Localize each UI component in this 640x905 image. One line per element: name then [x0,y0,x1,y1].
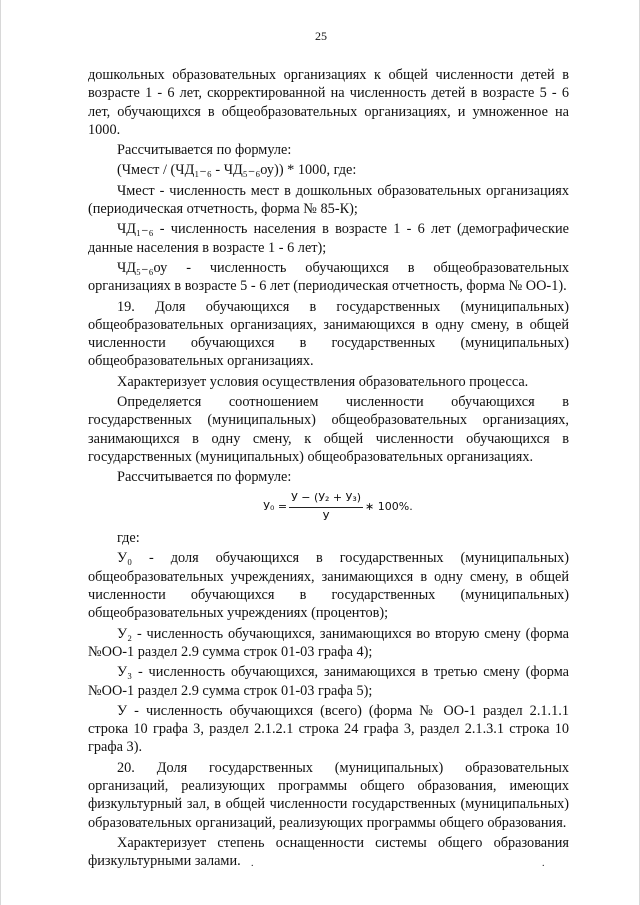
footer-mark: . [251,858,254,869]
paragraph: У₃ - численность обучающихся, занимающихся в третью смену (форма №ОО-1 раздел 2.9 сумма строк 01-03 графа 5); [88,664,569,699]
formula-numerator: У − (У₂ + У₃) [289,489,363,508]
document-body [88,66,569,870]
paragraph: У₂ - численность обучающихся, занимающихся во вторую смену (форма №ОО-1 раздел 2.9 сумма строк 01-03 графа 4); [88,625,569,660]
paragraph: Характеризует степень оснащенности системы общего образования физкультурными залами. [88,834,569,870]
page-number: 25 [315,29,327,43]
paragraph: У - численность обучающихся (всего) (форма № ОО-1 раздел 2.1.1.1 строка 10 графа 3, раздел 2.1.2.1 строка 24 графа 3, раздел 2.1.3.1 строка 10 графа 3). [88,702,569,756]
paragraph: 20. Доля государственных (муниципальных) образовательных организаций, реализующих программы общего образования, имеющих физкультурный зал, в общей численности государственных (муниципальных) образовательных организаций, реализующих программы общего образования. [88,759,569,831]
paragraph: Рассчитывается по формуле: [117,469,292,486]
paragraph: 19. Доля обучающихся в государственных (муниципальных) общеобразовательных организациях, занимающихся в одну смену, в общей численности обучающихся в государственных (муниципальных) общеобразовательных организациях. [88,298,569,370]
formula-denominator: У [322,509,330,523]
paragraph: ЧД₁₋₆ - численность населения в возрасте 1 - 6 лет (демографические данные населения в возрасте 1 - 6 лет); [88,221,569,256]
paragraph: У₀ - доля обучающихся в государственных (муниципальных) общеобразовательных учреждениях, занимающихся в одну смену, в общей численности обучающихся в государственных (муниципальных) общеобразовательных учреждениях (процентов); [88,550,569,622]
formula-rhs: ∗ 100%. [365,500,413,514]
footer-mark: . [542,858,545,869]
paragraph: Рассчитывается по формуле: [117,142,292,159]
formula [238,489,438,527]
paragraph: Характеризует условия осуществления образовательного процесса. [117,373,529,390]
paragraph: ЧД₅₋₆оу - численность обучающихся в общеобразовательных организациях в возрасте 5 - 6 лет (периодическая отчетность, форма № ОО-1). [88,259,569,295]
paragraph: дошкольных образовательных организациях к общей численности детей в возрасте 1 - 6 лет, скорректированной на численность детей в возрасте 5 - 6 лет, обучающихся в общеобразовательных организациях, и умноженное на 1000. [88,67,569,138]
paragraph: Определяется соотношением численности обучающихся в государственных (муниципальных) общеобразовательных организациях, занимающихся в одну смену, к общей численности обучающихся в государственных (муниципальных) общеобразовательных организациях. [88,394,569,465]
formula-lhs: У₀ = [263,500,288,514]
paragraph: Чмест - численность мест в дошкольных образовательных организациях (периодическая отчетность, форма № 85-К); [88,182,569,218]
paragraph: где: [117,530,140,547]
paragraph: (Чмест / (ЧД₁₋₆ - ЧД₅₋₆оу)) * 1000, где: [117,162,357,179]
